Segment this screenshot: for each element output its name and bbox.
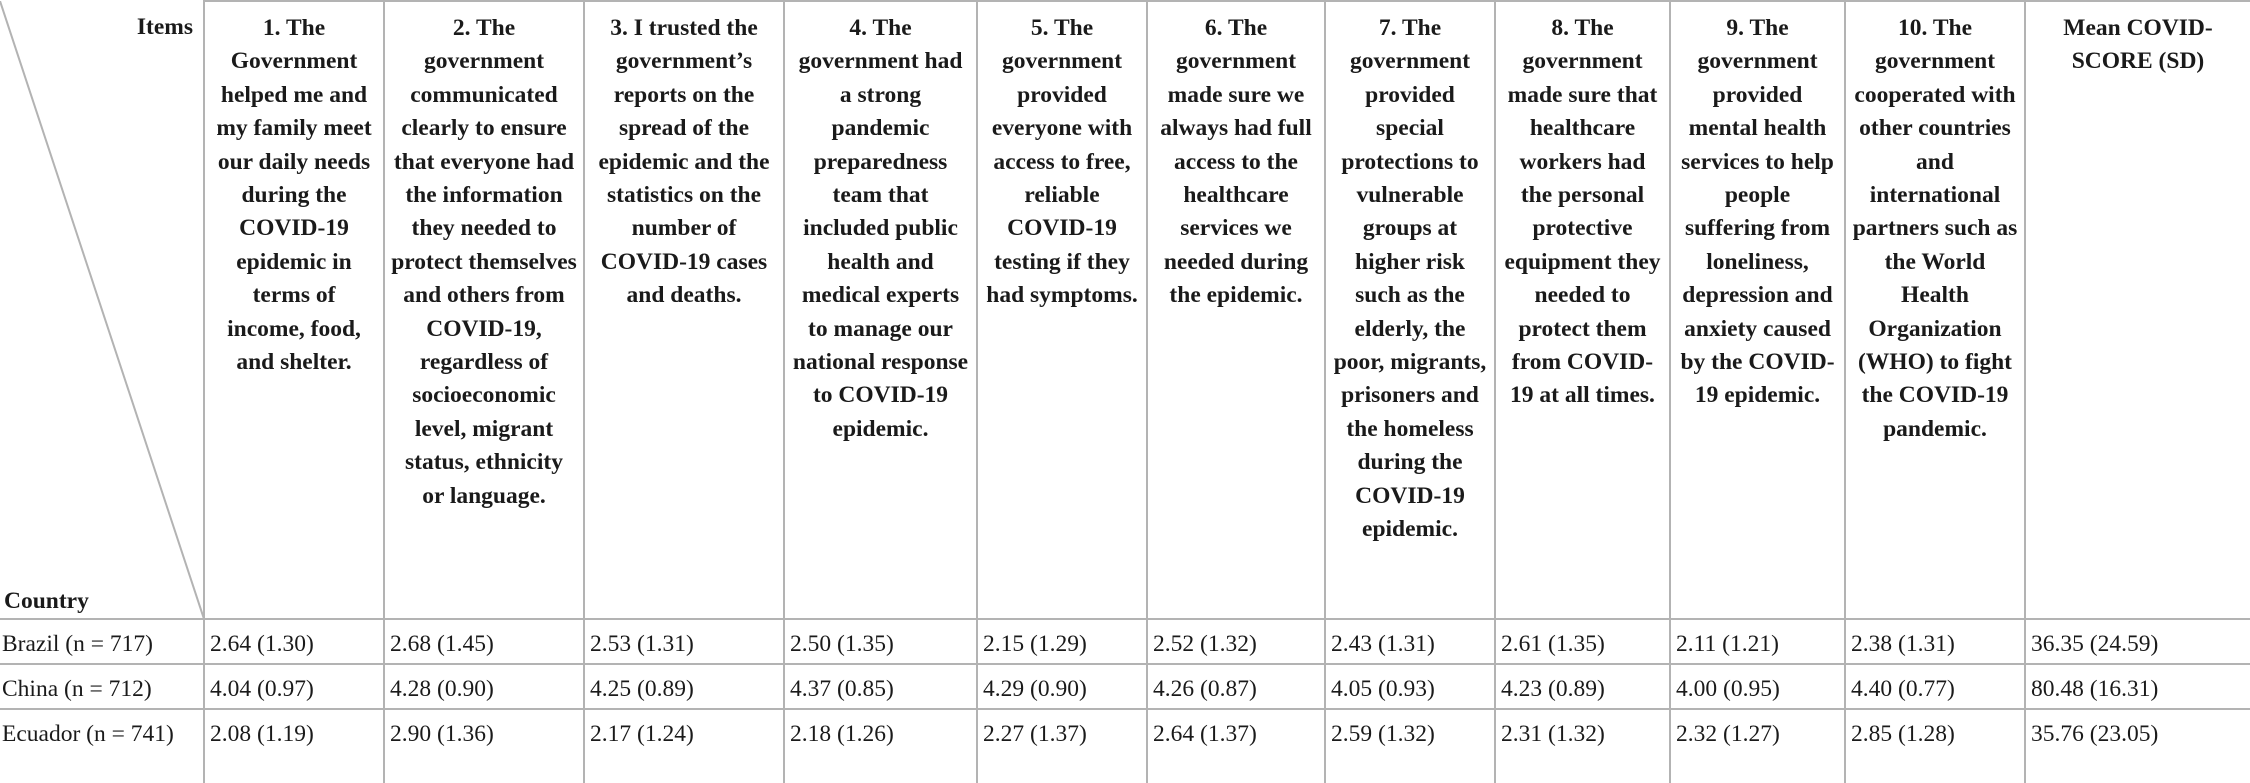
table-row-ecuador: [0, 709, 2250, 783]
score-cell: 2.15 (1.29): [977, 619, 1147, 664]
column-header-item-5: 5. The government provided everyone with access to free, reliable COVID-19 testing if they had symptoms.: [977, 1, 1147, 619]
diagonal-divider: [0, 1, 204, 619]
header-row: [0, 1, 2250, 619]
score-cell: 2.53 (1.31): [584, 619, 784, 664]
table-row-china: [0, 664, 2250, 709]
column-header-item-1: 1. The Government helped me and my family meet our daily needs during the COVID-19 epidemic in terms of income, food, and shelter.: [204, 1, 384, 619]
score-cell: 2.38 (1.31): [1845, 619, 2025, 664]
score-cell: 4.28 (0.90): [384, 664, 584, 709]
score-cell: 4.29 (0.90): [977, 664, 1147, 709]
column-header-item-6: 6. The government made sure we always had full access to the healthcare services we needed during the epidemic.: [1147, 1, 1325, 619]
column-header-item-3: 3. I trusted the government’s reports on the spread of the epidemic and the statistics on the number of COVID-19 cases and deaths.: [584, 1, 784, 619]
score-cell: 4.40 (0.77): [1845, 664, 2025, 709]
score-cell: 2.31 (1.32): [1495, 709, 1670, 783]
score-cell: 2.64 (1.30): [204, 619, 384, 664]
score-cell: 2.68 (1.45): [384, 619, 584, 664]
country-cell: Ecuador (n = 741): [0, 709, 204, 783]
score-cell: 2.18 (1.26): [784, 709, 977, 783]
column-header-item-4: 4. The government had a strong pandemic preparedness team that included public health and medical experts to manage our national response to COVID-19 epidemic.: [784, 1, 977, 619]
column-header-item-10: 10. The government cooperated with other countries and international partners such as the World Health Organization (WHO) to fight the COVID-19 pandemic.: [1845, 1, 2025, 619]
score-cell: 2.50 (1.35): [784, 619, 977, 664]
country-cell: Brazil (n = 717): [0, 619, 204, 664]
score-cell: 4.05 (0.93): [1325, 664, 1495, 709]
table-row-brazil: [0, 619, 2250, 664]
score-cell: 4.26 (0.87): [1147, 664, 1325, 709]
mean-score-cell: 35.76 (23.05): [2025, 709, 2250, 783]
score-cell: 2.52 (1.32): [1147, 619, 1325, 664]
score-cell: 4.37 (0.85): [784, 664, 977, 709]
column-header-item-7: 7. The government provided special protections to vulnerable groups at higher risk such as the elderly, the poor, migrants, prisoners and the homeless during the COVID-19 epidemic.: [1325, 1, 1495, 619]
score-cell: 4.23 (0.89): [1495, 664, 1670, 709]
items-label: Items: [136, 14, 193, 40]
column-header-item-8: 8. The government made sure that healthcare workers had the personal protective equipment they needed to protect them from COVID-19 at all times.: [1495, 1, 1670, 619]
score-cell: 2.11 (1.21): [1670, 619, 1845, 664]
score-cell: 2.43 (1.31): [1325, 619, 1495, 664]
country-cell: China (n = 712): [0, 664, 204, 709]
score-cell: 2.32 (1.27): [1670, 709, 1845, 783]
column-header-mean-score: Mean COVID-SCORE (SD): [2025, 1, 2250, 619]
mean-score-cell: 80.48 (16.31): [2025, 664, 2250, 709]
column-header-item-2: 2. The government communicated clearly to ensure that everyone had the information they needed to protect themselves and others from COVID-19, regardless of socioeconomic level, migrant status, ethnicity or language.: [384, 1, 584, 619]
score-cell: 2.85 (1.28): [1845, 709, 2025, 783]
score-cell: 4.00 (0.95): [1670, 664, 1845, 709]
mean-score-cell: 36.35 (24.59): [2025, 619, 2250, 664]
score-cell: 4.04 (0.97): [204, 664, 384, 709]
score-cell: 2.08 (1.19): [204, 709, 384, 783]
column-header-item-9: 9. The government provided mental health services to help people suffering from loneliness, depression and anxiety caused by the COVID-19 epidemic.: [1670, 1, 1845, 619]
score-cell: 2.59 (1.32): [1325, 709, 1495, 783]
score-cell: 2.17 (1.24): [584, 709, 784, 783]
score-cell: 2.61 (1.35): [1495, 619, 1670, 664]
score-cell: 2.27 (1.37): [977, 709, 1147, 783]
corner-header-cell: [0, 1, 204, 619]
score-cell: 2.64 (1.37): [1147, 709, 1325, 783]
score-cell: 2.90 (1.36): [384, 709, 584, 783]
country-label: Country: [4, 587, 89, 614]
score-cell: 4.25 (0.89): [584, 664, 784, 709]
